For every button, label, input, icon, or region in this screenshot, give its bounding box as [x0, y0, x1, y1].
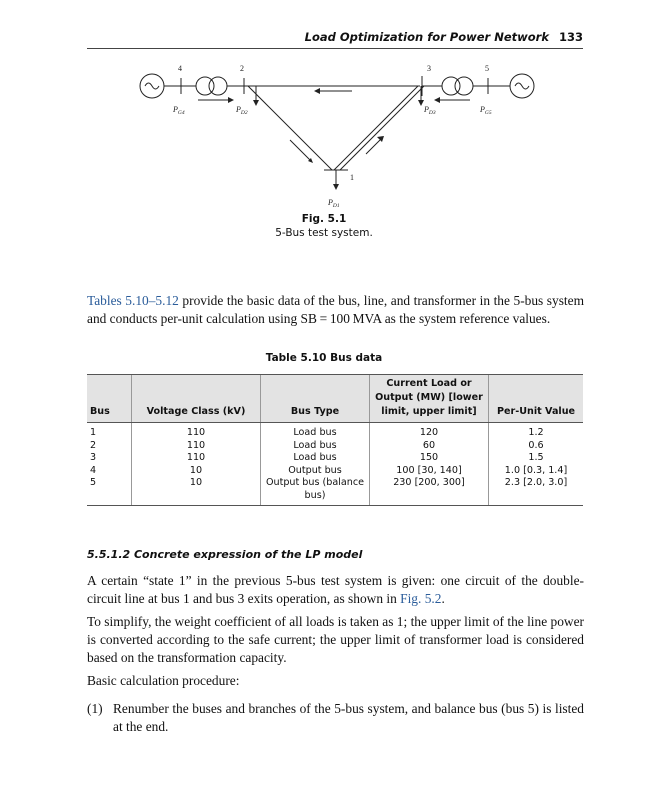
- transformer-left-coil-b: [209, 77, 227, 95]
- running-head: [87, 30, 583, 49]
- section-heading: 5.5.1.2 Concrete expression of the LP model: [87, 548, 363, 561]
- cell-bus-type: Output bus: [261, 465, 370, 478]
- header-bus-type: Bus Type: [261, 375, 370, 423]
- cell-voltage: 10: [132, 477, 261, 506]
- bus-data-table: [87, 374, 583, 506]
- cell-load: 100 [30, 140]: [370, 465, 489, 478]
- flow-arrow-on-line23-head: [314, 88, 320, 94]
- load-d2-arrowhead: [253, 100, 259, 106]
- cell-per-unit: 1.5: [489, 452, 584, 465]
- table-row: [87, 440, 583, 453]
- cell-load: 150: [370, 452, 489, 465]
- bus2-label: 2: [240, 64, 244, 73]
- header-per-unit-value: Per-Unit Value: [489, 375, 584, 423]
- list-item: [87, 700, 584, 736]
- cell-bus-type: Load bus: [261, 423, 370, 440]
- table-row: [87, 423, 583, 440]
- pg4-main: P: [173, 105, 178, 114]
- bus4-label: 4: [178, 64, 182, 73]
- table-header-row: [87, 375, 583, 423]
- cell-bus-type: Load bus: [261, 440, 370, 453]
- cell-bus-type: Output bus (balance bus): [261, 477, 370, 506]
- cell-voltage: 110: [132, 440, 261, 453]
- cell-voltage: 110: [132, 423, 261, 440]
- cell-voltage: 10: [132, 465, 261, 478]
- table-title: Table 5.10 Bus data: [265, 352, 383, 364]
- pd1-sub: D1: [332, 203, 340, 209]
- pd2-label: [235, 105, 248, 116]
- cell-bus: 3: [90, 452, 97, 463]
- pd1-main: P: [328, 198, 333, 207]
- line-bus2-to-bus1: [248, 86, 332, 170]
- bus1-label: 1: [350, 173, 354, 182]
- line-bus3-to-bus1-b: [340, 86, 424, 170]
- cell-bus: 1: [90, 427, 97, 438]
- cell-per-unit: 1.2: [489, 423, 584, 440]
- pg5-main: P: [480, 105, 485, 114]
- paragraph-procedure: Basic calculation procedure:: [87, 673, 240, 688]
- pd1-label: [327, 198, 340, 209]
- paragraph-state-1-end: .: [441, 591, 445, 606]
- transformer-right-coil-b: [455, 77, 473, 95]
- table-row: [87, 465, 583, 478]
- list-item-number: (1): [87, 701, 103, 716]
- flow-arrow-from-g5-head: [434, 97, 440, 103]
- header-bus: Bus: [87, 375, 132, 423]
- paragraph-simplify: To simplify, the weight coefficient of all loads is taken as 1; the upper limit of the line power is converted according to the safe current; the upper limit of transformer load is considered based on the transformation capacity.: [87, 614, 584, 665]
- pd3-label: [423, 105, 436, 116]
- paragraph-state-1: [87, 572, 584, 608]
- cell-load: 60: [370, 440, 489, 453]
- load-d1-arrowhead: [333, 184, 339, 190]
- cell-per-unit: 1.0 [0.3, 1.4]: [489, 465, 584, 478]
- cell-per-unit: 2.3 [2.0, 3.0]: [489, 477, 584, 506]
- page-number: 133: [558, 30, 583, 44]
- bus5-label: 5: [485, 64, 489, 73]
- flow-arrow-to-bus2-head: [228, 97, 234, 103]
- list-item-text: Renumber the buses and branches of the 5-bus system, and balance bus (bus 5) is listed at the end.: [113, 701, 584, 734]
- generator-g4-wave: [145, 83, 159, 89]
- pd3-main: P: [424, 105, 429, 114]
- pd2-sub: D2: [240, 110, 248, 116]
- table-row: [87, 452, 583, 465]
- cell-bus: 5: [87, 477, 132, 506]
- generator-g5-wave: [515, 83, 529, 89]
- figure-caption-label: Fig. 5.1: [301, 213, 347, 225]
- intro-text: provide the basic data of the bus, line, and transformer in the 5-bus system and conducts per-unit calculation using SB = 100 MVA as the system reference values.: [87, 293, 584, 326]
- figure-reference-link[interactable]: Fig. 5.2: [400, 591, 442, 606]
- five-bus-diagram: [0, 52, 648, 212]
- figure-caption: [0, 212, 648, 240]
- pg5-label: [479, 105, 492, 116]
- cell-voltage: 110: [132, 452, 261, 465]
- pd2-main: P: [236, 105, 241, 114]
- cell-per-unit: 0.6: [489, 440, 584, 453]
- tables-reference-link[interactable]: Tables 5.10–5.12: [87, 293, 179, 308]
- pg4-label: [172, 105, 185, 116]
- cell-load: 120: [370, 423, 489, 440]
- cell-bus-type: Load bus: [261, 452, 370, 465]
- header-current-load: Current Load or Output (MW) [lower limit, upper limit]: [370, 375, 489, 423]
- bus3-label: 3: [427, 64, 431, 73]
- cell-bus: 2: [90, 439, 97, 451]
- header-voltage-class: Voltage Class (kV): [132, 375, 261, 423]
- table-row: [87, 477, 583, 506]
- intro-paragraph: [87, 292, 584, 328]
- flow-arrow-on-line21: [290, 140, 310, 160]
- pg5-sub: G5: [484, 110, 492, 116]
- line-bus3-to-bus1-a: [334, 86, 418, 170]
- cell-bus: 4: [90, 464, 97, 476]
- pd3-sub: D3: [428, 110, 436, 116]
- flow-arrow-on-line31-head: [377, 136, 384, 142]
- cell-load: 230 [200, 300]: [370, 477, 489, 506]
- header-title: Load Optimization for Power Network: [304, 30, 549, 44]
- pg4-sub: G4: [177, 110, 185, 116]
- figure-caption-text: 5-Bus test system.: [275, 227, 373, 239]
- paragraph-state-1-text: A certain “state 1” in the previous 5-bus test system is given: one circuit of the double-circuit line at bus 1 and bus 3 exits operation, as shown in: [87, 573, 584, 606]
